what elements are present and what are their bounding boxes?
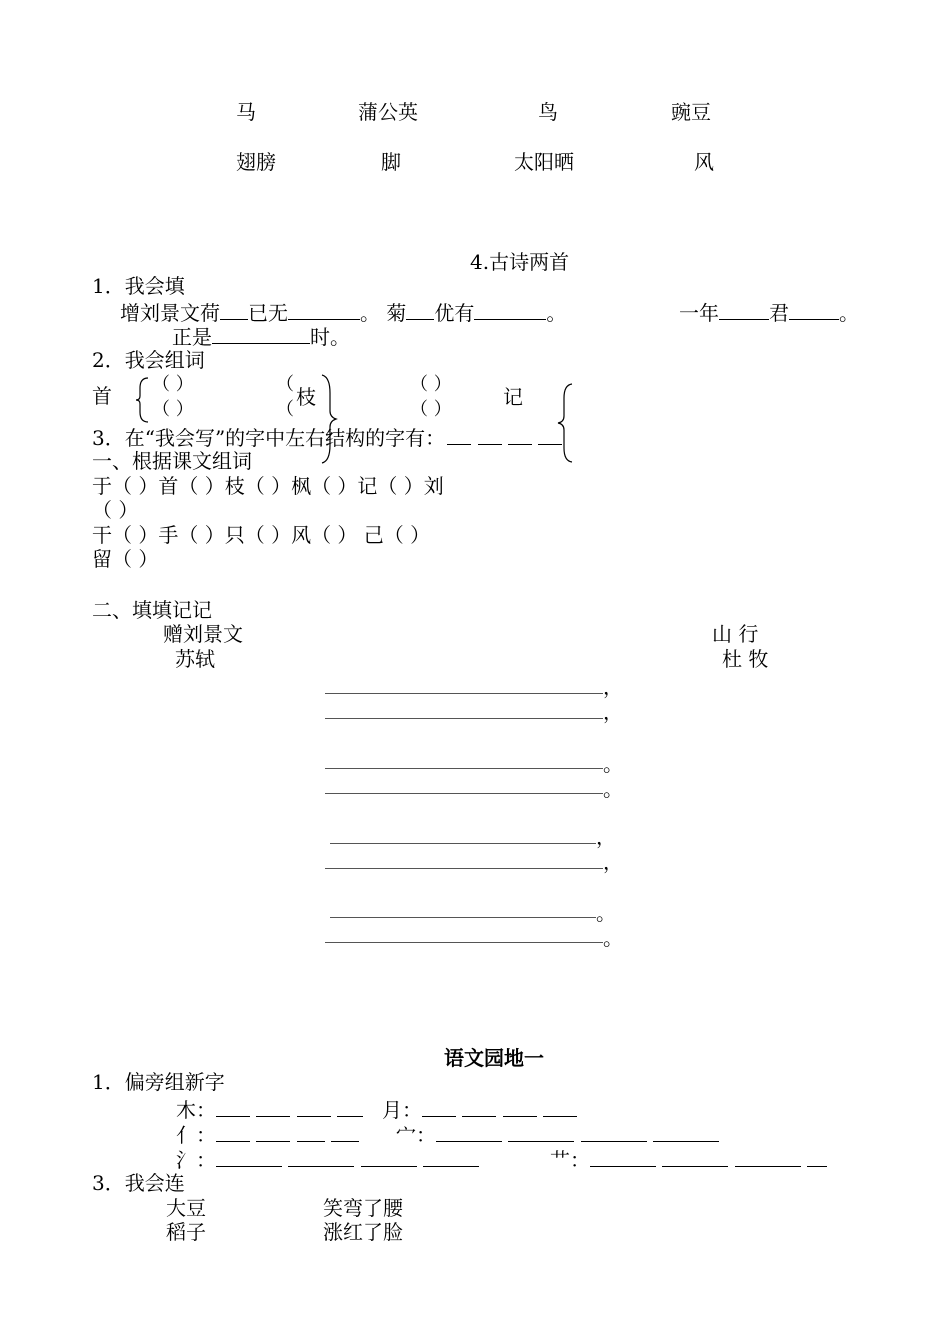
fill-line-2: 正是 时。 <box>172 325 350 349</box>
brace-icon <box>556 382 574 464</box>
paren-blank[interactable]: （ ） <box>152 399 194 420</box>
char-ji: 记 <box>503 385 523 409</box>
question-1-label: 1．我会填 <box>92 274 185 298</box>
blank[interactable] <box>256 1121 290 1142</box>
blank[interactable] <box>662 1146 728 1167</box>
blank[interactable] <box>543 1096 577 1117</box>
period: 。 <box>603 752 623 776</box>
blank[interactable] <box>735 1146 801 1167</box>
match-left-item[interactable]: 大豆 <box>166 1196 206 1220</box>
comma: ， <box>603 700 623 724</box>
fill-line-1b: 一年 君 。 <box>679 301 859 325</box>
poem-1-title: 赠刘景文 <box>163 622 243 646</box>
comma: ， <box>603 675 623 699</box>
word-ma: 马 <box>236 100 256 124</box>
match-left-item[interactable]: 稻子 <box>166 1220 206 1244</box>
garden-question-3: 3．我会连 <box>92 1171 185 1195</box>
blank[interactable] <box>256 1096 290 1117</box>
blank[interactable] <box>538 424 562 445</box>
blank[interactable] <box>288 1146 354 1167</box>
word-group-row-2b: 留（ ） <box>92 547 159 571</box>
blank[interactable] <box>462 1096 496 1117</box>
comma: ， <box>603 850 623 874</box>
poem-line[interactable] <box>325 718 603 719</box>
paren-blank[interactable]: （ ） <box>410 399 452 420</box>
blank[interactable] <box>789 299 839 320</box>
brace-icon <box>318 373 340 465</box>
blank[interactable] <box>508 424 532 445</box>
poem-line[interactable] <box>325 693 603 694</box>
blank[interactable] <box>581 1121 647 1142</box>
blank[interactable] <box>220 299 248 320</box>
radical-row-ren: 亻： <box>176 1121 359 1147</box>
blank[interactable] <box>361 1146 417 1167</box>
blank[interactable] <box>503 1096 537 1117</box>
section-1-label: 一、根据课文组词 <box>92 449 252 473</box>
comma: ， <box>596 825 616 849</box>
match-right-item[interactable]: 涨红了脸 <box>323 1220 403 1244</box>
poem-line[interactable] <box>330 843 596 844</box>
blank[interactable] <box>436 1121 502 1142</box>
blank[interactable] <box>216 1096 250 1117</box>
blank[interactable] <box>288 299 360 320</box>
section-title-garden: 语文园地一 <box>444 1046 544 1070</box>
question-2-label: 2．我会组词 <box>92 348 205 372</box>
radical-row-yue: 月： <box>382 1096 577 1122</box>
blank[interactable] <box>406 299 434 320</box>
blank[interactable] <box>297 1121 325 1142</box>
poem-2-title: 山 行 <box>712 622 759 646</box>
blank[interactable] <box>422 1096 456 1117</box>
blank[interactable] <box>297 1096 331 1117</box>
word-group-row-2: 干（ ）手（ ）只（ ）风（ ） 己（ ） <box>92 523 431 547</box>
poem-line[interactable] <box>330 917 596 918</box>
blank[interactable] <box>331 1121 359 1142</box>
radical-row-shui: 氵： <box>176 1146 479 1172</box>
blank[interactable] <box>212 323 310 344</box>
word-feng: 风 <box>694 150 714 174</box>
blank[interactable] <box>508 1121 574 1142</box>
radical-row-cao: 艹： <box>550 1146 827 1172</box>
blank[interactable] <box>447 424 471 445</box>
radical-row-mu: 木： <box>176 1096 363 1122</box>
word-pugongying: 蒲公英 <box>358 100 418 124</box>
period: 。 <box>603 926 623 950</box>
poem-2-author: 杜 牧 <box>722 647 769 671</box>
section-title-poems: 4.古诗两首 <box>470 250 570 274</box>
poem-line[interactable] <box>325 793 603 794</box>
question-3-label: 3．在“我会写”的字中左右结构的字有： <box>92 424 562 450</box>
blank[interactable] <box>337 1096 363 1117</box>
blank[interactable] <box>216 1146 282 1167</box>
blank[interactable] <box>719 299 769 320</box>
garden-question-1: 1．偏旁组新字 <box>92 1070 225 1094</box>
match-right-item[interactable]: 笑弯了腰 <box>323 1196 403 1220</box>
word-wandou: 豌豆 <box>671 100 711 124</box>
poem-line[interactable] <box>325 942 603 943</box>
section-2-label: 二、填填记记 <box>92 598 212 622</box>
word-group-row-1: 于（ ）首（ ）枝（ ）枫（ ）记（ ）刘 <box>92 474 444 498</box>
poem-line[interactable] <box>325 868 603 869</box>
period: 。 <box>596 901 616 925</box>
word-chibang: 翅膀 <box>236 150 276 174</box>
period: 。 <box>603 777 623 801</box>
paren-blank[interactable]: （ ） <box>152 374 194 395</box>
blank[interactable] <box>653 1121 719 1142</box>
brace-icon <box>134 376 150 424</box>
word-taiyangshai: 太阳晒 <box>514 150 574 174</box>
blank[interactable] <box>216 1121 250 1142</box>
char-shou: 首 <box>92 384 112 408</box>
word-niao: 鸟 <box>538 100 558 124</box>
blank[interactable] <box>474 299 546 320</box>
paren-blank[interactable]: （ ） <box>410 374 452 395</box>
blank[interactable] <box>423 1146 479 1167</box>
blank[interactable] <box>807 1146 827 1167</box>
paren-open: （ <box>276 374 294 395</box>
paren-open: （ <box>276 399 294 420</box>
radical-row-mian: 宀： <box>396 1121 719 1147</box>
blank[interactable] <box>478 424 502 445</box>
blank[interactable] <box>590 1146 656 1167</box>
poem-1-author: 苏轼 <box>175 647 215 671</box>
word-group-row-1b: （ ） <box>92 498 139 522</box>
char-zhi: 枝 <box>296 385 316 409</box>
poem-line[interactable] <box>325 768 603 769</box>
fill-line-1: 增刘景文荷 已无 。 菊 优有 。 <box>120 301 567 325</box>
word-jiao: 脚 <box>381 150 401 174</box>
